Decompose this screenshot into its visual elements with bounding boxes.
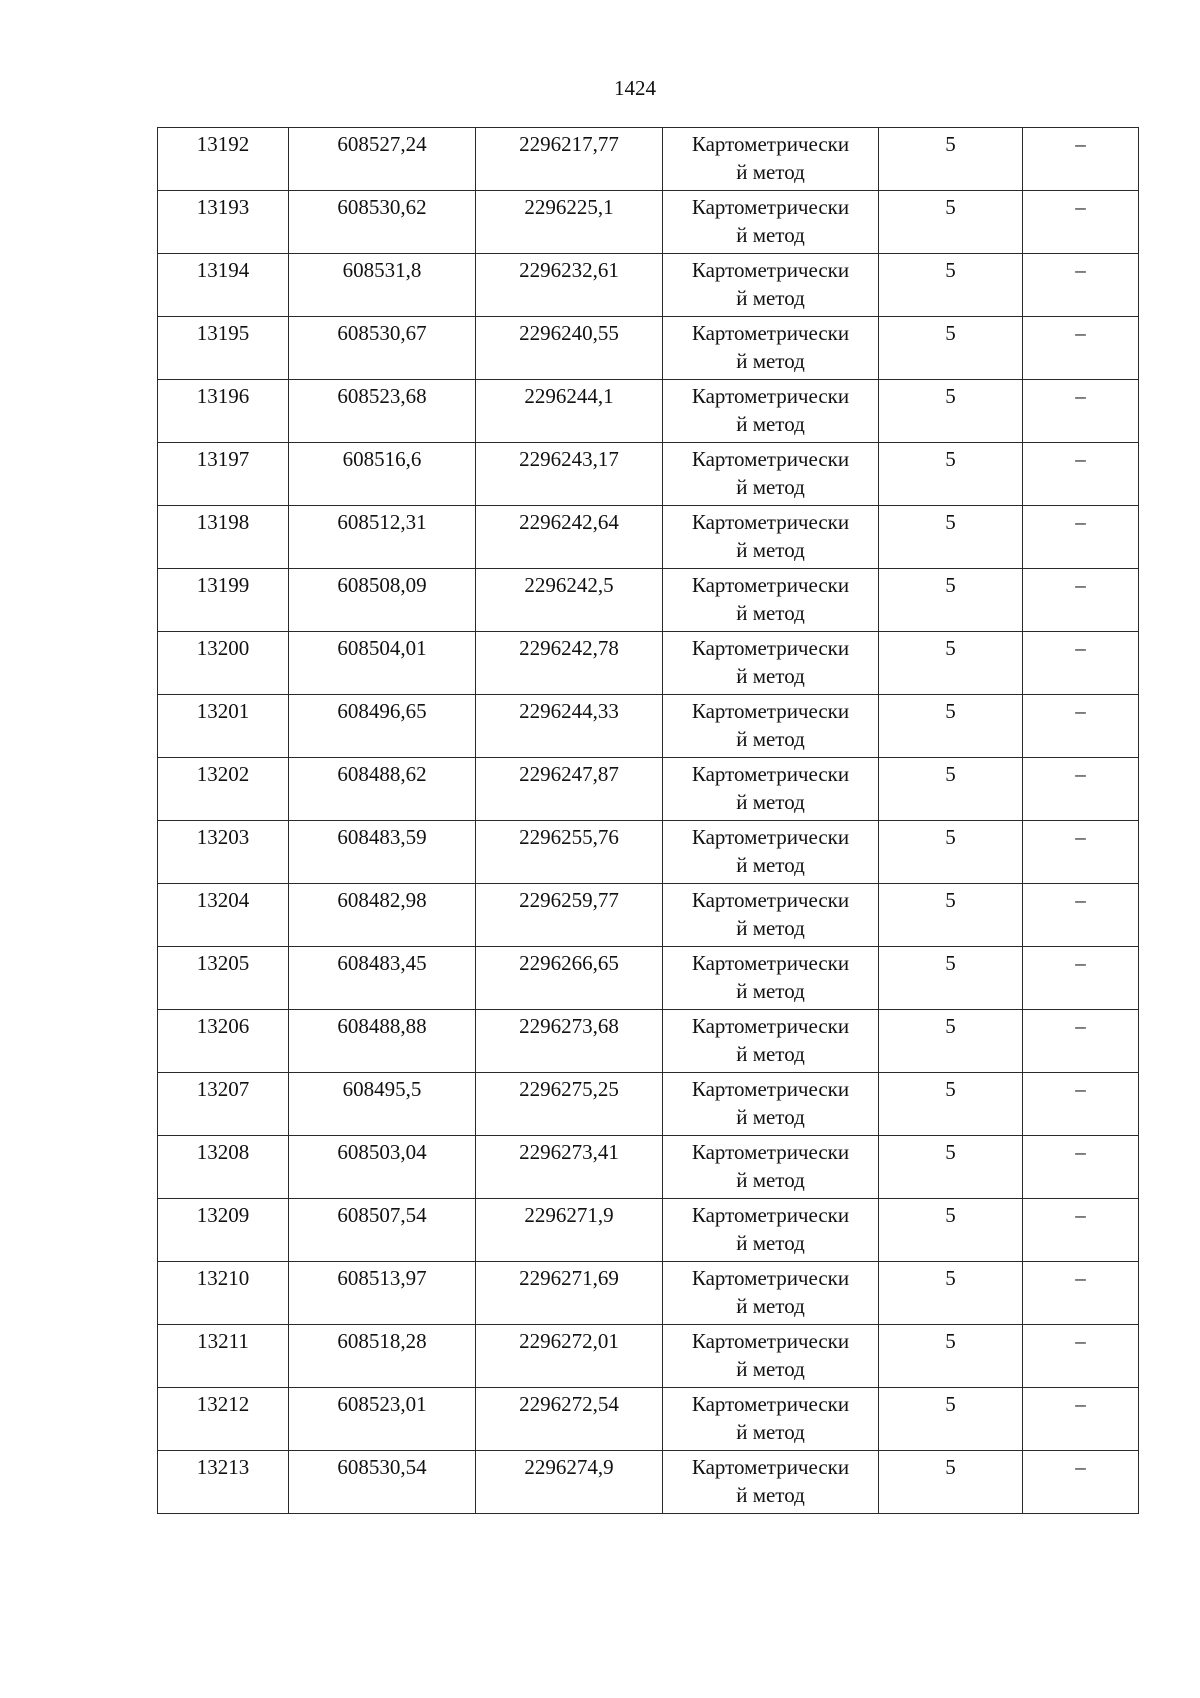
y-coordinate-cell: 2296240,55 <box>476 317 663 380</box>
note-cell: – <box>1023 1262 1139 1325</box>
page-number: 1424 <box>614 76 656 100</box>
x-coordinate-cell: 608488,88 <box>289 1010 476 1073</box>
accuracy-cell: 5 <box>879 1262 1023 1325</box>
note-cell: – <box>1023 191 1139 254</box>
method-text-line: й метод <box>736 475 805 499</box>
method-cell <box>663 1199 879 1262</box>
point-number-cell: 13204 <box>158 884 289 947</box>
y-coordinate-cell: 2296274,9 <box>476 1451 663 1514</box>
method-text-line: й метод <box>736 223 805 247</box>
point-number-cell: 13212 <box>158 1388 289 1451</box>
table-body <box>158 128 1139 1514</box>
point-number-cell: 13209 <box>158 1199 289 1262</box>
point-number-cell: 13206 <box>158 1010 289 1073</box>
accuracy-cell: 5 <box>879 380 1023 443</box>
x-coordinate-cell: 608527,24 <box>289 128 476 191</box>
method-text-line: й метод <box>736 916 805 940</box>
accuracy-cell: 5 <box>879 569 1023 632</box>
method-text-line: Картометрически <box>691 321 850 345</box>
method-text-line: й метод <box>736 1357 805 1381</box>
table-row <box>158 632 1139 695</box>
method-text-line: й метод <box>736 1168 805 1192</box>
point-number-cell: 13200 <box>158 632 289 695</box>
table-row <box>158 380 1139 443</box>
method-text-line: Картометрически <box>691 1014 850 1038</box>
x-coordinate-cell: 608488,62 <box>289 758 476 821</box>
y-coordinate-cell: 2296266,65 <box>476 947 663 1010</box>
method-cell <box>663 1010 879 1073</box>
table-row <box>158 1199 1139 1262</box>
method-text-line: Картометрически <box>691 195 850 219</box>
point-number-cell: 13211 <box>158 1325 289 1388</box>
table-row <box>158 506 1139 569</box>
table-row <box>158 191 1139 254</box>
note-cell: – <box>1023 254 1139 317</box>
x-coordinate-cell: 608523,01 <box>289 1388 476 1451</box>
method-text-line: й метод <box>736 727 805 751</box>
accuracy-cell: 5 <box>879 191 1023 254</box>
method-text-line: й метод <box>736 853 805 877</box>
accuracy-cell: 5 <box>879 317 1023 380</box>
table-row <box>158 254 1139 317</box>
y-coordinate-cell: 2296271,9 <box>476 1199 663 1262</box>
note-cell: – <box>1023 317 1139 380</box>
point-number-cell: 13210 <box>158 1262 289 1325</box>
y-coordinate-cell: 2296247,87 <box>476 758 663 821</box>
point-number-cell: 13201 <box>158 695 289 758</box>
method-text-line: Картометрически <box>691 951 850 975</box>
point-number-cell: 13203 <box>158 821 289 884</box>
method-text-line: Картометрически <box>691 1329 850 1353</box>
point-number-cell: 13197 <box>158 443 289 506</box>
x-coordinate-cell: 608508,09 <box>289 569 476 632</box>
method-cell <box>663 758 879 821</box>
x-coordinate-cell: 608507,54 <box>289 1199 476 1262</box>
method-text-line: Картометрически <box>691 510 850 534</box>
point-number-cell: 13192 <box>158 128 289 191</box>
y-coordinate-cell: 2296243,17 <box>476 443 663 506</box>
table-row <box>158 1073 1139 1136</box>
y-coordinate-cell: 2296242,64 <box>476 506 663 569</box>
method-cell <box>663 506 879 569</box>
note-cell: – <box>1023 1136 1139 1199</box>
point-number-cell: 13213 <box>158 1451 289 1514</box>
method-text-line: Картометрически <box>691 1392 850 1416</box>
accuracy-cell: 5 <box>879 1388 1023 1451</box>
point-number-cell: 13207 <box>158 1073 289 1136</box>
method-text-line: й метод <box>736 1483 805 1507</box>
x-coordinate-cell: 608504,01 <box>289 632 476 695</box>
y-coordinate-cell: 2296244,1 <box>476 380 663 443</box>
x-coordinate-cell: 608495,5 <box>289 1073 476 1136</box>
note-cell: – <box>1023 443 1139 506</box>
note-cell: – <box>1023 1073 1139 1136</box>
method-cell <box>663 695 879 758</box>
note-cell: – <box>1023 1451 1139 1514</box>
accuracy-cell: 5 <box>879 1010 1023 1073</box>
method-text-line: Картометрически <box>691 258 850 282</box>
accuracy-cell: 5 <box>879 506 1023 569</box>
accuracy-cell: 5 <box>879 128 1023 191</box>
method-text-line: Картометрически <box>691 699 850 723</box>
method-text-line: Картометрически <box>691 888 850 912</box>
method-text-line: й метод <box>736 1105 805 1129</box>
point-number-cell: 13195 <box>158 317 289 380</box>
table-row <box>158 443 1139 506</box>
method-cell <box>663 632 879 695</box>
y-coordinate-cell: 2296225,1 <box>476 191 663 254</box>
table-row <box>158 128 1139 191</box>
note-cell: – <box>1023 128 1139 191</box>
y-coordinate-cell: 2296259,77 <box>476 884 663 947</box>
method-text-line: й метод <box>736 160 805 184</box>
y-coordinate-cell: 2296271,69 <box>476 1262 663 1325</box>
method-cell <box>663 1073 879 1136</box>
method-text-line: й метод <box>736 1294 805 1318</box>
note-cell: – <box>1023 758 1139 821</box>
method-cell <box>663 443 879 506</box>
table-row <box>158 695 1139 758</box>
x-coordinate-cell: 608483,59 <box>289 821 476 884</box>
method-cell <box>663 1451 879 1514</box>
method-text-line: й метод <box>736 601 805 625</box>
method-text-line: й метод <box>736 412 805 436</box>
method-text-line: Картометрически <box>691 636 850 660</box>
table-row <box>158 758 1139 821</box>
x-coordinate-cell: 608483,45 <box>289 947 476 1010</box>
table-row <box>158 569 1139 632</box>
point-number-cell: 13196 <box>158 380 289 443</box>
method-text-line: й метод <box>736 286 805 310</box>
method-cell <box>663 1136 879 1199</box>
accuracy-cell: 5 <box>879 1136 1023 1199</box>
note-cell: – <box>1023 1010 1139 1073</box>
y-coordinate-cell: 2296242,5 <box>476 569 663 632</box>
y-coordinate-cell: 2296272,01 <box>476 1325 663 1388</box>
x-coordinate-cell: 608512,31 <box>289 506 476 569</box>
method-text-line: й метод <box>736 1042 805 1066</box>
accuracy-cell: 5 <box>879 1199 1023 1262</box>
table-row <box>158 821 1139 884</box>
method-text-line: Картометрически <box>691 1203 850 1227</box>
table-row <box>158 1451 1139 1514</box>
method-text-line: й метод <box>736 664 805 688</box>
method-text-line: Картометрически <box>691 1455 850 1479</box>
note-cell: – <box>1023 1325 1139 1388</box>
y-coordinate-cell: 2296217,77 <box>476 128 663 191</box>
method-text-line: Картометрически <box>691 384 850 408</box>
note-cell: – <box>1023 821 1139 884</box>
note-cell: – <box>1023 569 1139 632</box>
x-coordinate-cell: 608513,97 <box>289 1262 476 1325</box>
accuracy-cell: 5 <box>879 254 1023 317</box>
y-coordinate-cell: 2296244,33 <box>476 695 663 758</box>
point-number-cell: 13202 <box>158 758 289 821</box>
method-text-line: Картометрически <box>691 573 850 597</box>
method-cell <box>663 884 879 947</box>
method-text-line: Картометрически <box>691 762 850 786</box>
method-cell <box>663 317 879 380</box>
accuracy-cell: 5 <box>879 695 1023 758</box>
accuracy-cell: 5 <box>879 632 1023 695</box>
x-coordinate-cell: 608523,68 <box>289 380 476 443</box>
point-number-cell: 13205 <box>158 947 289 1010</box>
accuracy-cell: 5 <box>879 758 1023 821</box>
method-text-line: й метод <box>736 790 805 814</box>
method-cell <box>663 569 879 632</box>
method-cell <box>663 821 879 884</box>
method-cell <box>663 1325 879 1388</box>
table-row <box>158 884 1139 947</box>
accuracy-cell: 5 <box>879 1325 1023 1388</box>
accuracy-cell: 5 <box>879 884 1023 947</box>
table-row <box>158 1010 1139 1073</box>
method-text-line: й метод <box>736 349 805 373</box>
method-cell <box>663 191 879 254</box>
method-text-line: Картометрически <box>691 132 850 156</box>
x-coordinate-cell: 608503,04 <box>289 1136 476 1199</box>
point-number-cell: 13199 <box>158 569 289 632</box>
y-coordinate-cell: 2296272,54 <box>476 1388 663 1451</box>
method-text-line: Картометрически <box>691 1077 850 1101</box>
table-row <box>158 1136 1139 1199</box>
method-text-line: Картометрически <box>691 825 850 849</box>
note-cell: – <box>1023 632 1139 695</box>
accuracy-cell: 5 <box>879 443 1023 506</box>
table-row <box>158 947 1139 1010</box>
accuracy-cell: 5 <box>879 821 1023 884</box>
x-coordinate-cell: 608482,98 <box>289 884 476 947</box>
y-coordinate-cell: 2296255,76 <box>476 821 663 884</box>
y-coordinate-cell: 2296273,68 <box>476 1010 663 1073</box>
method-cell <box>663 1262 879 1325</box>
method-cell <box>663 254 879 317</box>
y-coordinate-cell: 2296273,41 <box>476 1136 663 1199</box>
method-text-line: Картометрически <box>691 447 850 471</box>
note-cell: – <box>1023 947 1139 1010</box>
x-coordinate-cell: 608496,65 <box>289 695 476 758</box>
method-text-line: й метод <box>736 538 805 562</box>
accuracy-cell: 5 <box>879 1451 1023 1514</box>
coordinates-table <box>157 127 1139 1514</box>
y-coordinate-cell: 2296242,78 <box>476 632 663 695</box>
method-text-line: Картометрически <box>691 1266 850 1290</box>
x-coordinate-cell: 608518,28 <box>289 1325 476 1388</box>
method-cell <box>663 128 879 191</box>
point-number-cell: 13194 <box>158 254 289 317</box>
method-cell <box>663 947 879 1010</box>
point-number-cell: 13198 <box>158 506 289 569</box>
note-cell: – <box>1023 1388 1139 1451</box>
point-number-cell: 13193 <box>158 191 289 254</box>
x-coordinate-cell: 608530,62 <box>289 191 476 254</box>
method-text-line: й метод <box>736 1231 805 1255</box>
table-row <box>158 1325 1139 1388</box>
y-coordinate-cell: 2296275,25 <box>476 1073 663 1136</box>
note-cell: – <box>1023 1199 1139 1262</box>
note-cell: – <box>1023 695 1139 758</box>
x-coordinate-cell: 608530,54 <box>289 1451 476 1514</box>
table-row <box>158 1388 1139 1451</box>
method-cell <box>663 1388 879 1451</box>
accuracy-cell: 5 <box>879 947 1023 1010</box>
y-coordinate-cell: 2296232,61 <box>476 254 663 317</box>
point-number-cell: 13208 <box>158 1136 289 1199</box>
x-coordinate-cell: 608516,6 <box>289 443 476 506</box>
table-row <box>158 1262 1139 1325</box>
table-row <box>158 317 1139 380</box>
method-text-line: й метод <box>736 979 805 1003</box>
note-cell: – <box>1023 380 1139 443</box>
x-coordinate-cell: 608531,8 <box>289 254 476 317</box>
method-text-line: й метод <box>736 1420 805 1444</box>
method-text-line: Картометрически <box>691 1140 850 1164</box>
accuracy-cell: 5 <box>879 1073 1023 1136</box>
note-cell: – <box>1023 506 1139 569</box>
method-cell <box>663 380 879 443</box>
note-cell: – <box>1023 884 1139 947</box>
x-coordinate-cell: 608530,67 <box>289 317 476 380</box>
